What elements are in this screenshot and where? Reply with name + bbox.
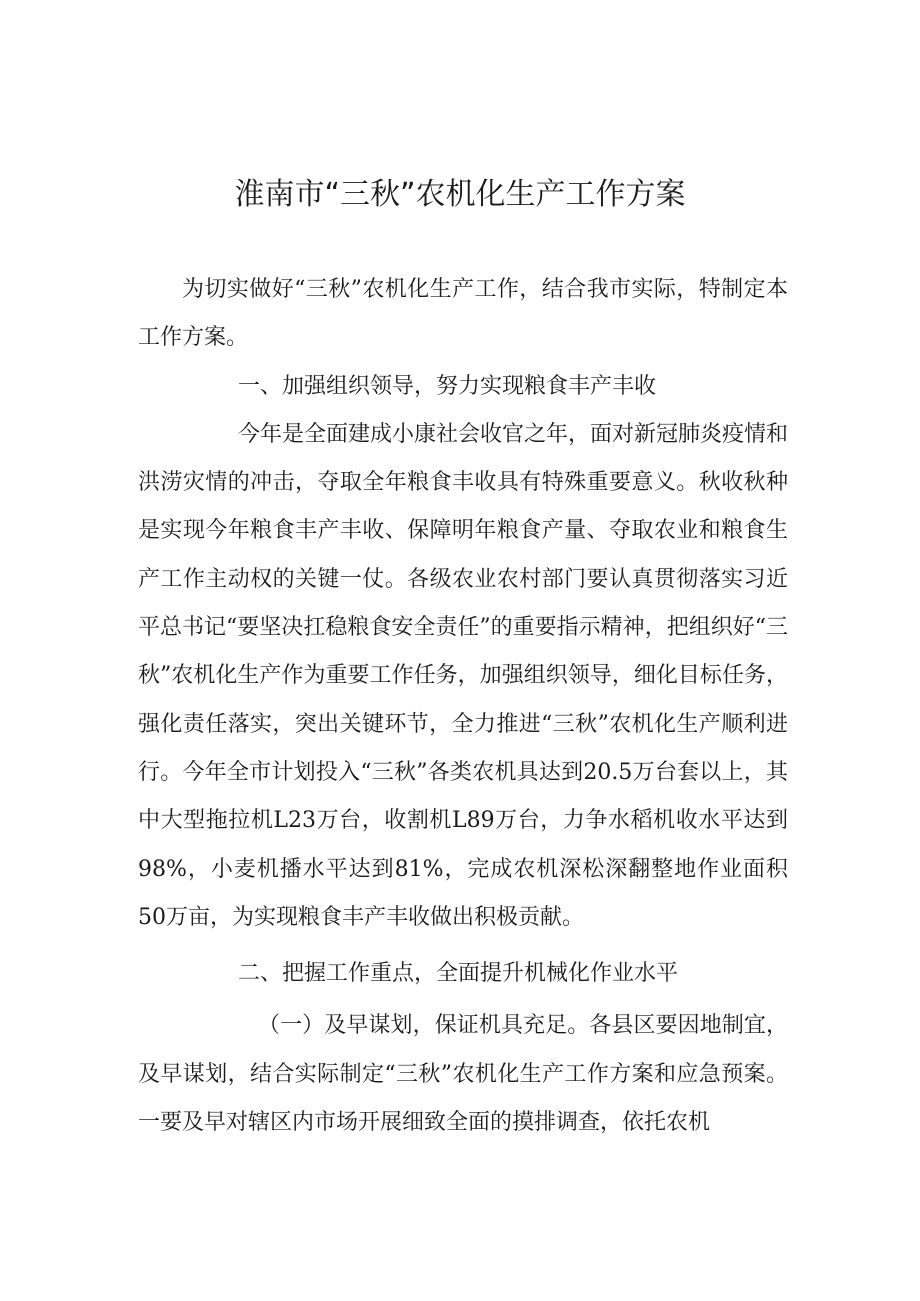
intro-paragraph: 为切实做好“三秋”农机化生产工作，结合我市实际，特制定本工作方案。 bbox=[138, 277, 788, 351]
document-title: 淮南市“三秋”农机化生产工作方案 bbox=[234, 177, 686, 212]
section-1-heading: 一、加强组织领导，努力实现粮食丰产丰收 bbox=[238, 373, 657, 399]
section-2-heading: 二、把握工作重点，全面提升机械化作业水平 bbox=[238, 961, 679, 987]
document-body bbox=[138, 266, 788, 1147]
section-1-paragraph: 今年是全面建成小康社会收官之年，面对新冠肺炎疫情和洪涝灾情的冲击，夺取全年粮食丰收具有特殊重要意义。秋收秋种是实现今年粮食丰产丰收、保障明年粮食产量、夺取农业和粮食生产工作主动权的关键一仗。各级农业农村部门要认真贯彻落实习近平总书记“要坚决扛稳粮食安全责任”的重要指示精神，把组织好“三秋”农机化生产作为重要工作任务，加强组织领导，细化目标任务，强化责任落实，突出关键环节，全力推进“三秋”农机化生产顺利进行。今年全市计划投入“三秋”各类农机具达到20.5万台套以上，其中大型拖拉机L23万台，收割机L89万台，力争水稻机收水平达到98%，小麦机播水平达到81%，完成农机深松深翻整地作业面积50万亩，为实现粮食丰产丰收做出积极贡献。 bbox=[138, 421, 789, 930]
section-2-paragraph: （一）及早谋划，保证机具充足。各县区要因地制宜，及早谋划，结合实际制定“三秋”农机化生产工作方案和应急预案。一要及早对辖区内市场开展细致全面的摸排调查，依托农机 bbox=[138, 1013, 788, 1136]
